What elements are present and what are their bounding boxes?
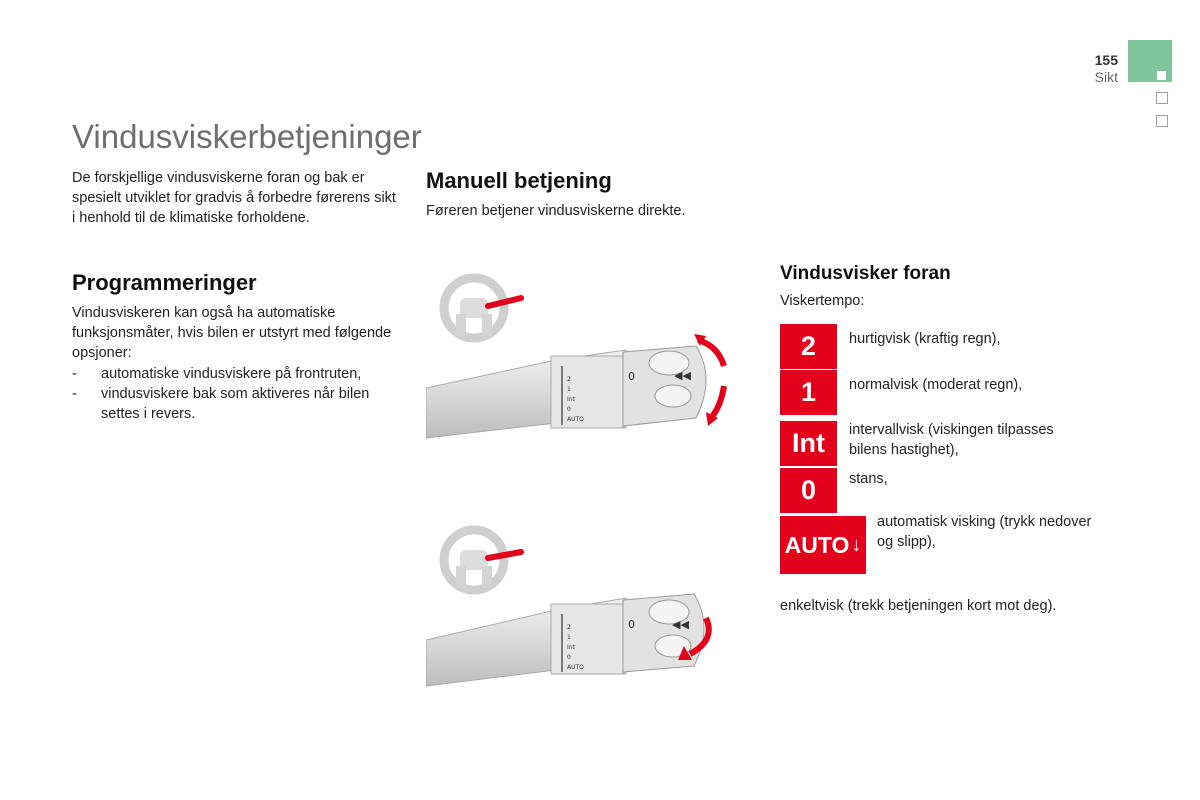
lever-label: 1: [567, 386, 571, 393]
speed-desc-1: normalvisk (moderat regn),: [849, 377, 1023, 393]
rotate-down-arrow-icon: [711, 386, 724, 418]
programmeringer-heading: Programmeringer: [72, 270, 257, 295]
speed-badge-1: 1: [780, 370, 837, 415]
lever-label: 0: [567, 654, 571, 661]
chapter-box-icon: [1156, 92, 1168, 104]
speed-badge-2: 2: [780, 324, 837, 369]
chapter-tab-marker: [1157, 71, 1166, 80]
lever-label: 0: [567, 406, 571, 413]
speed-badge-auto: AUTO ↓: [780, 516, 866, 574]
speed-desc-2: hurtigvisk (kraftig regn),: [849, 331, 1001, 347]
lever-label: AUTO: [567, 664, 584, 671]
svg-text:◀◀: ◀◀: [672, 618, 689, 631]
steering-wheel-icon: [444, 530, 521, 590]
section-label: Sikt: [1094, 69, 1118, 85]
wiper-lever-rotation-illustration: [426, 268, 746, 443]
steering-wheel-icon: [444, 278, 521, 338]
front-wiper-subheading: Viskertempo:: [780, 293, 865, 309]
speed-badge-int: Int: [780, 421, 837, 466]
ring-label: 0: [628, 618, 635, 631]
manuell-heading: Manuell betjening: [426, 168, 612, 193]
lever-label: 2: [567, 376, 571, 383]
page-title: Vindusviskerbetjeninger: [72, 118, 422, 155]
list-item: - automatiske vindusviskere på frontruten,: [72, 366, 362, 382]
svg-text:◀◀: ◀◀: [674, 369, 691, 382]
lever-label: Int: [567, 644, 575, 651]
lever-label: AUTO: [567, 416, 584, 423]
programmeringer-text: Vindusviskeren kan også ha automatiske funksjonsmåter, hvis bilen er utstyrt med følgende opsjoner:: [72, 305, 392, 361]
lever-label: 2: [567, 624, 571, 631]
down-arrow-icon: ↓: [851, 533, 862, 556]
list-item: - vindusviskere bak som aktiveres når bilen settes i revers.: [72, 386, 370, 422]
ring-label: 0: [628, 370, 635, 383]
chapter-box-icon: [1156, 115, 1168, 127]
lever-label: 1: [567, 634, 571, 641]
wiper-lever-pull-illustration: [426, 522, 746, 690]
speed-desc-int: intervallvisk (viskingen tilpasses bilens hastighet),: [849, 422, 1054, 458]
speed-desc-0: stans,: [849, 471, 888, 487]
intro-paragraph: De forskjellige vindusviskerne foran og bak er spesielt utviklet for gradvis å forbedre førerens sikt i henhold til de klimatiske forholdene.: [72, 170, 396, 226]
lever-label: Int: [567, 396, 575, 403]
single-wipe-text: enkeltvisk (trekk betjeningen kort mot deg).: [780, 598, 1057, 614]
manuell-text: Føreren betjener vindusviskerne direkte.: [426, 203, 686, 219]
page-number: 155: [1094, 52, 1118, 68]
speed-desc-auto: automatisk visking (trykk nedover og slipp),: [877, 514, 1092, 550]
front-wiper-heading: Vindusvisker foran: [780, 263, 951, 284]
speed-badge-0: 0: [780, 468, 837, 513]
programmeringer-list: [72, 364, 402, 424]
